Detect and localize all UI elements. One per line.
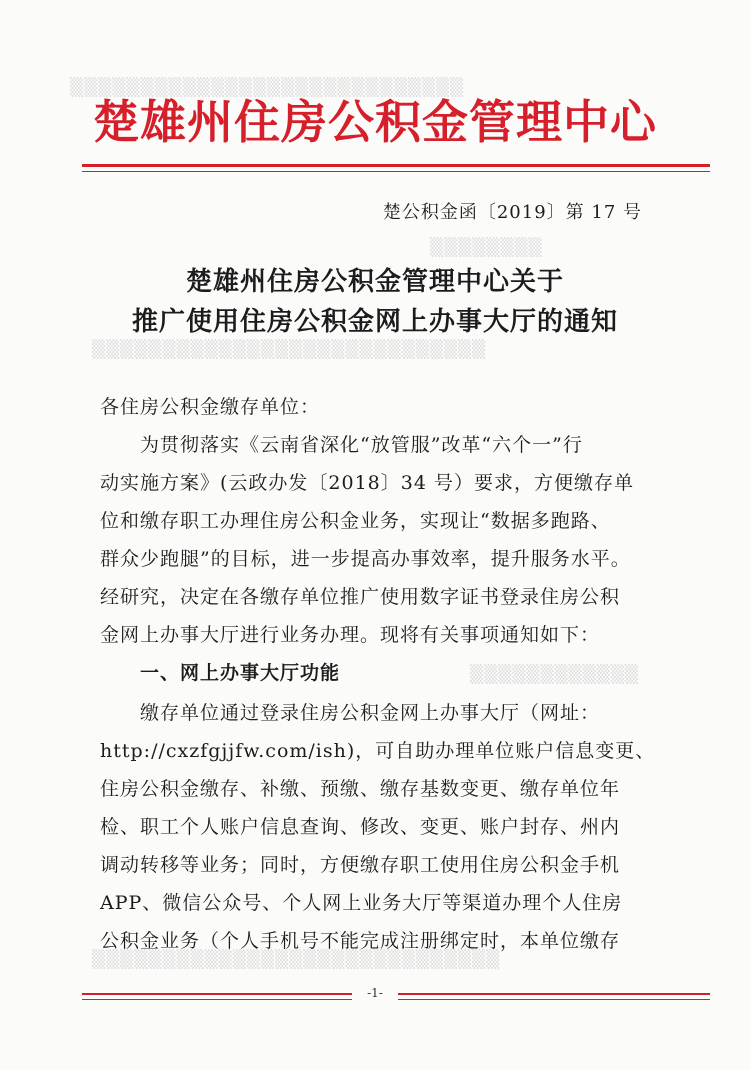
title-line-2: 推广使用住房公积金网上办事大厅的通知 bbox=[131, 307, 618, 337]
bleed-through-decoration: ▒▒▒▒▒▒▒▒ bbox=[430, 238, 543, 258]
agency-masthead: 楚雄州住房公积金管理中心 bbox=[93, 95, 657, 149]
section-line: 检、职工个人账户信息查询、修改、变更、账户封存、州内 bbox=[100, 816, 621, 838]
paragraph-line: 动实施方案》(云政办发〔2018〕34 号）要求，方便缴存单 bbox=[100, 472, 634, 494]
notice-title bbox=[0, 262, 750, 342]
section-line: 缴存单位通过登录住房公积金网上办事大厅（网址： bbox=[140, 702, 601, 724]
masthead-rule-thick bbox=[82, 164, 710, 167]
bleed-through-decoration: ▒▒▒▒▒▒▒▒▒▒▒▒▒▒▒▒▒▒▒▒▒▒▒▒▒▒▒▒ bbox=[70, 78, 465, 98]
title-line-1: 楚雄州住房公积金管理中心关于 bbox=[185, 267, 564, 297]
masthead-rule-thin bbox=[82, 171, 710, 172]
paragraph-line: 位和缴存职工办理住房公积金业务，实现让“数据多跑路、 bbox=[100, 510, 611, 532]
section-line: http://cxzfgjjfw.com/ish)，可自助办理单位账户信息变更、 bbox=[100, 740, 656, 762]
paragraph-line: 经研究，决定在各缴存单位推广使用数字证书登录住房公积 bbox=[100, 586, 621, 608]
section-line: 调动转移等业务；同时，方便缴存职工使用住房公积金手机 bbox=[100, 854, 621, 876]
bleed-through-decoration: ▒▒▒▒▒▒▒▒▒▒▒▒▒▒▒▒▒▒▒▒▒▒▒▒▒▒▒▒▒ bbox=[92, 950, 501, 970]
page-number: -1- bbox=[352, 986, 398, 1000]
section-line: 住房公积金缴存、补缴、预缴、缴存基数变更、缴存单位年 bbox=[100, 778, 621, 800]
section-line: 公积金业务（个人手机号不能完成注册绑定时，本单位缴存 bbox=[100, 930, 621, 952]
section-line: APP、微信公众号、个人网上业务大厅等渠道办理个人住房 bbox=[100, 892, 623, 914]
paragraph-line: 金网上办事大厅进行业务办理。现将有关事项通知如下： bbox=[100, 624, 601, 646]
bleed-through-decoration: ▒▒▒▒▒▒▒▒▒▒▒▒▒▒▒▒▒▒▒▒▒▒▒▒▒▒▒▒ bbox=[92, 340, 487, 360]
bleed-through-decoration: ▒▒▒▒▒▒▒▒▒▒▒▒ bbox=[470, 665, 639, 685]
document-number: 楚公积金函〔2019〕第 17 号 bbox=[382, 202, 642, 223]
paragraph-line: 群众少跑腿”的目标，进一步提高办事效率，提升服务水平。 bbox=[100, 548, 631, 570]
salutation: 各住房公积金缴存单位： bbox=[100, 396, 321, 418]
paragraph-line: 为贯彻落实《云南省深化“放管服”改革“六个一”行 bbox=[140, 434, 583, 456]
section-heading: 一、网上办事大厅功能 bbox=[140, 662, 341, 684]
